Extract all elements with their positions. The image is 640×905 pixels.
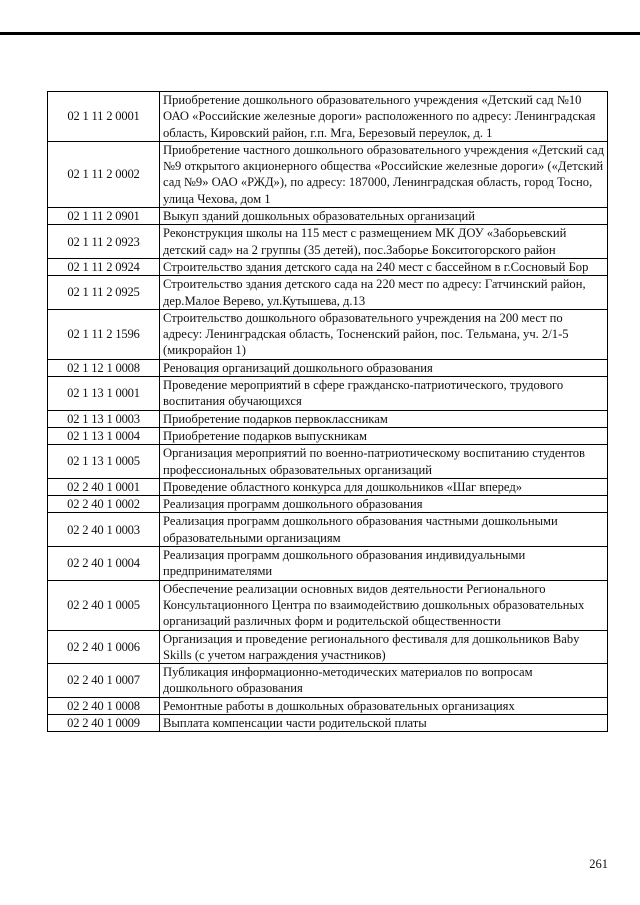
row-description: Выплата компенсации части родительской платы — [160, 714, 608, 731]
table-row — [48, 276, 608, 310]
row-description: Организация и проведение регионального фестиваля для дошкольников Baby Skills (с учетом награждения участников) — [160, 630, 608, 664]
row-code: 02 2 40 1 0005 — [48, 580, 160, 630]
table-row — [48, 225, 608, 259]
row-code: 02 2 40 1 0008 — [48, 697, 160, 714]
table-row — [48, 309, 608, 359]
row-code: 02 2 40 1 0009 — [48, 714, 160, 731]
row-code: 02 1 13 1 0001 — [48, 377, 160, 411]
table-row — [48, 208, 608, 225]
table-row — [48, 697, 608, 714]
row-code: 02 1 12 1 0008 — [48, 359, 160, 376]
row-description: Обеспечение реализации основных видов деятельности Регионального Консультационного Центра по взаимодействию дошкольных образовательных организаций различных форм и родительской общественности — [160, 580, 608, 630]
scan-top-border — [0, 32, 640, 35]
row-code: 02 2 40 1 0004 — [48, 547, 160, 581]
row-code: 02 1 13 1 0003 — [48, 410, 160, 427]
row-code: 02 1 11 2 0924 — [48, 258, 160, 275]
row-description: Приобретение частного дошкольного образовательного учреждения «Детский сад №9 открытого акционерного общества «Российские железные дороги» («Детский сад №9» ОАО «РЖД»), по адресу: 187000, Ленинградская область, город Тосно, улица Чехова, дом 1 — [160, 141, 608, 207]
table-row — [48, 580, 608, 630]
row-code: 02 2 40 1 0001 — [48, 478, 160, 495]
row-description: Организация мероприятий по военно-патриотическому воспитанию студентов профессиональных образовательных организаций — [160, 445, 608, 479]
table-row — [48, 478, 608, 495]
table-row — [48, 445, 608, 479]
table-row — [48, 427, 608, 444]
row-code: 02 1 11 2 1596 — [48, 309, 160, 359]
row-description: Реализация программ дошкольного образования индивидуальными предпринимателями — [160, 547, 608, 581]
row-description: Приобретение подарков первоклассникам — [160, 410, 608, 427]
table-row — [48, 547, 608, 581]
row-code: 02 2 40 1 0006 — [48, 630, 160, 664]
row-code: 02 2 40 1 0007 — [48, 664, 160, 698]
table-row — [48, 377, 608, 411]
row-description: Реализация программ дошкольного образования частными дошкольными образовательными организациям — [160, 513, 608, 547]
document-table-container — [47, 91, 608, 732]
row-description: Публикация информационно-методических материалов по вопросам дошкольного образования — [160, 664, 608, 698]
row-description: Ремонтные работы в дошкольных образовательных организациях — [160, 697, 608, 714]
table-row — [48, 410, 608, 427]
table-row — [48, 664, 608, 698]
row-code: 02 1 11 2 0925 — [48, 276, 160, 310]
row-description: Реновация организаций дошкольного образования — [160, 359, 608, 376]
row-description: Выкуп зданий дошкольных образовательных организаций — [160, 208, 608, 225]
table-row — [48, 496, 608, 513]
table-row — [48, 258, 608, 275]
budget-codes-table — [47, 91, 608, 732]
row-description: Строительство здания детского сада на 240 мест с бассейном в г.Сосновый Бор — [160, 258, 608, 275]
row-code: 02 1 11 2 0001 — [48, 92, 160, 142]
row-description: Приобретение дошкольного образовательного учреждения «Детский сад №10 ОАО «Российские железные дороги» расположенного по адресу: Ленинградская область, Кировский район, г.п. Мга, Березовый переулок, д. 1 — [160, 92, 608, 142]
row-description: Проведение областного конкурса для дошкольников «Шаг вперед» — [160, 478, 608, 495]
row-code: 02 1 13 1 0004 — [48, 427, 160, 444]
row-code: 02 1 11 2 0002 — [48, 141, 160, 207]
row-description: Строительство здания детского сада на 220 мест по адресу: Гатчинский район, дер.Малое Верево, ул.Кутышева, д.13 — [160, 276, 608, 310]
row-code: 02 1 13 1 0005 — [48, 445, 160, 479]
row-code: 02 1 11 2 0901 — [48, 208, 160, 225]
table-row — [48, 630, 608, 664]
row-code: 02 2 40 1 0003 — [48, 513, 160, 547]
row-description: Реконструкция школы на 115 мест с размещением МК ДОУ «Заборьевский детский сад» на 2 группы (35 детей), пос.Заборье Бокситогорского район — [160, 225, 608, 259]
table-row — [48, 513, 608, 547]
page-number: 261 — [589, 857, 608, 871]
row-description: Приобретение подарков выпускникам — [160, 427, 608, 444]
row-description: Реализация программ дошкольного образования — [160, 496, 608, 513]
row-description: Проведение мероприятий в сфере гражданско-патриотического, трудового воспитания обучающихся — [160, 377, 608, 411]
table-row — [48, 359, 608, 376]
table-row — [48, 92, 608, 142]
row-code: 02 1 11 2 0923 — [48, 225, 160, 259]
table-row — [48, 141, 608, 207]
table-body — [48, 92, 608, 732]
table-row — [48, 714, 608, 731]
row-code: 02 2 40 1 0002 — [48, 496, 160, 513]
row-description: Строительство дошкольного образовательного учреждения на 200 мест по адресу: Ленинградская область, Тосненский район, пос. Тельмана, уч. 2/1-5 (микрорайон 1) — [160, 309, 608, 359]
